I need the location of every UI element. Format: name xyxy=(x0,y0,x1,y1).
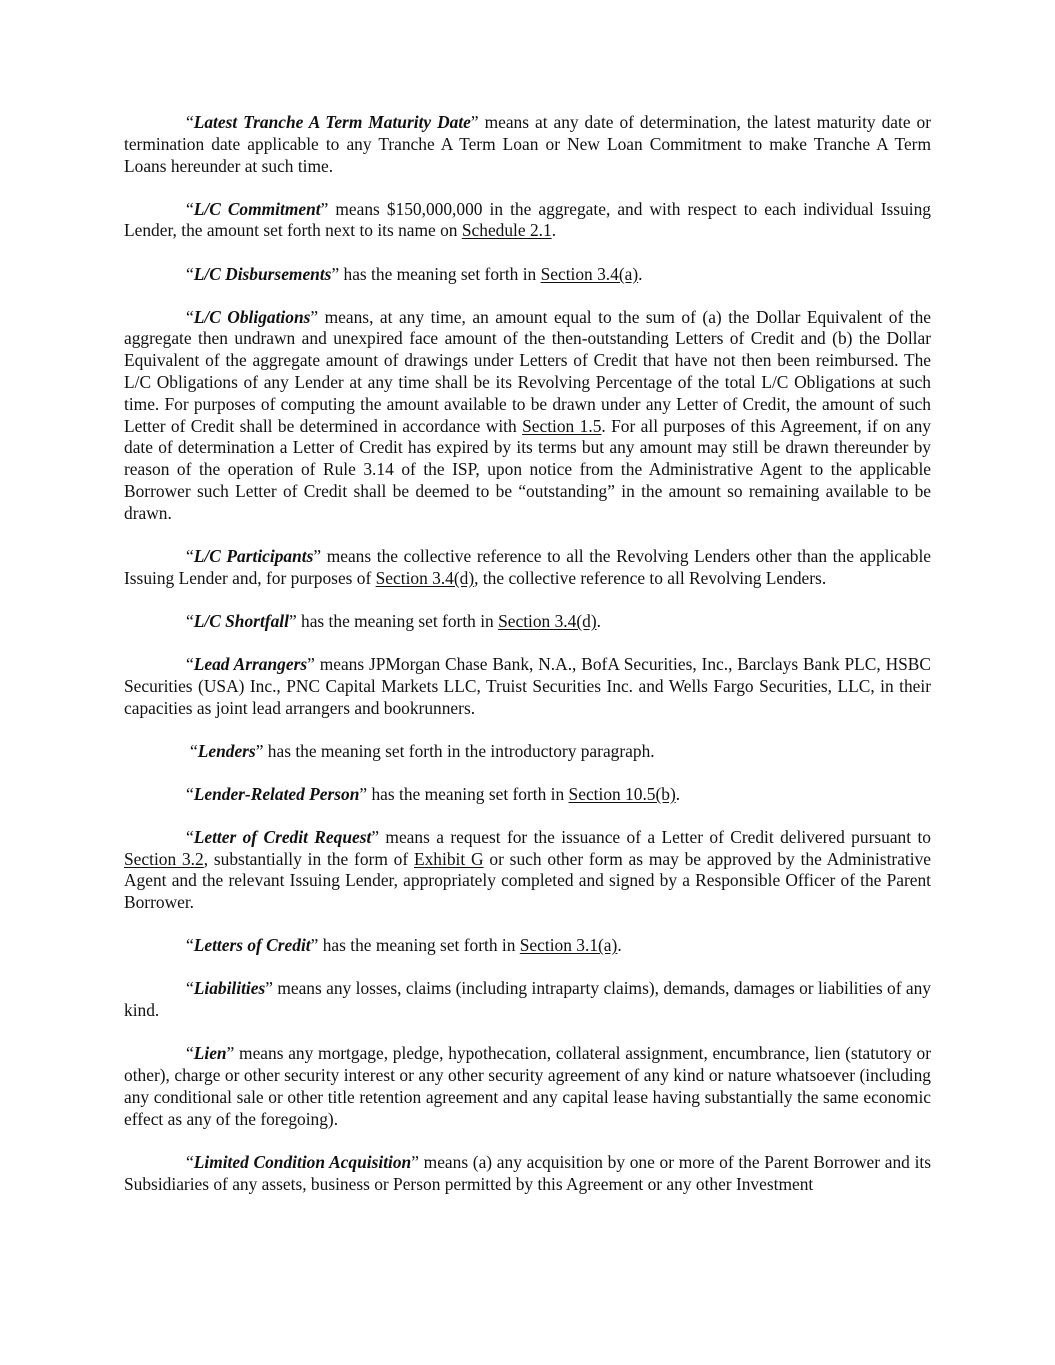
definition-paragraph: “Limited Condition Acquisition” means (a) any acquisition by one or more of the Parent Borrower and its Subsidiaries of any assets, business or Person permitted by this Agreement or any other Investment xyxy=(124,1151,931,1194)
cross-reference-link[interactable]: Schedule 2.1 xyxy=(461,220,552,241)
defined-term: Limited Condition Acquisition xyxy=(193,1151,412,1172)
definition-text: means JPMorgan Chase Bank, N.A., BofA Securities, Inc., Barclays Bank PLC, HSBC Securities (USA) Inc., PNC Capital Markets LLC, Truist Securities Inc. and Wells Fargo Securities, LLC, in their capacities as joint lead arrangers and bookrunners. xyxy=(124,653,932,718)
cross-reference-link[interactable]: Section 3.4(d) xyxy=(498,610,597,631)
definition-text: has the meaning set forth in xyxy=(339,263,541,284)
definition-paragraph: “Lenders” has the meaning set forth in the introductory paragraph. xyxy=(190,740,655,761)
definition-text: has the meaning set forth in xyxy=(367,783,569,804)
definition-text: . xyxy=(596,610,601,631)
definition-paragraph: “Lender-Related Person” has the meaning set forth in Section 10.5(b). xyxy=(186,783,681,804)
definition-paragraph: “L/C Participants” means the collective reference to all the Revolving Lenders other than the applicable Issuing Lender and, for purposes of Section 3.4(d), the collective reference to all Revolving Lenders. xyxy=(124,545,931,588)
defined-term: Lenders xyxy=(197,740,256,761)
defined-term: Latest Tranche A Term Maturity Date xyxy=(193,112,471,132)
definition-text: has the meaning set forth in the introductory paragraph. xyxy=(263,740,655,761)
definition-paragraph: “Lead Arrangers” means JPMorgan Chase Bank, N.A., BofA Securities, Inc., Barclays Bank PLC, HSBC Securities (USA) Inc., PNC Capital Markets LLC, Truist Securities Inc. and Wells Fargo Securities, LLC, in their capacities as joint lead arrangers and bookrunners. xyxy=(124,653,932,718)
defined-term: L/C Disbursements xyxy=(193,263,332,284)
definition-paragraph: “Latest Tranche A Term Maturity Date” means at any date of determination, the latest maturity date or termination date applicable to any Tranche A Term Loan or New Loan Commitment to make Tranche A Term Loans hereunder at such time. xyxy=(124,112,931,176)
definition-paragraph: “L/C Disbursements” has the meaning set forth in Section 3.4(a). xyxy=(186,263,643,284)
defined-term: Lead Arrangers xyxy=(193,653,308,674)
defined-term: L/C Obligations xyxy=(193,306,311,327)
defined-term: Letters of Credit xyxy=(193,935,311,956)
defined-term: L/C Participants xyxy=(193,545,314,566)
document-page xyxy=(124,112,931,1217)
defined-term: Liabilities xyxy=(193,978,266,999)
defined-term: Letter of Credit Request xyxy=(193,826,372,847)
definition-text: . xyxy=(638,263,643,284)
definition-text: has the meaning set forth in xyxy=(296,610,499,631)
definition-text: means at any date of determination, the latest maturity date or termination date applicable to any Tranche A Term Loan or New Loan Commitment to make Tranche A Term Loans hereunder at such time. xyxy=(124,112,931,176)
cross-reference-link[interactable]: Section 1.5 xyxy=(522,415,602,436)
defined-term: Lender-Related Person xyxy=(193,783,360,804)
definition-text: . For all purposes of this Agreement, if on any date of determination a Letter of Credit has expired by its terms but any amount may still be drawn thereunder by reason of the operation of Rule 3.14 of the ISP, upon notice from the Administrative Agent to the applicable Borrower such Letter of Credit shall be deemed to be “outstanding” in the amount so remaining available to be drawn. xyxy=(124,415,931,523)
definition-text: has the meaning set forth in xyxy=(318,935,520,956)
definition-text: , the collective reference to all Revolving Lenders. xyxy=(474,567,827,588)
definition-text: means a request for the issuance of a Letter of Credit delivered pursuant to xyxy=(379,826,931,847)
cross-reference-link[interactable]: Exhibit G xyxy=(413,848,484,869)
definition-text: or such other form as may be approved by the Administrative Agent and the relevant Issuing Lender, appropriately completed and signed by a Responsible Officer of the Parent Borrower. xyxy=(124,848,932,913)
definition-text: means any losses, claims (including intraparty claims), demands, damages or liabilities of any kind. xyxy=(124,978,931,1021)
definition-text: means, at any time, an amount equal to the sum of (a) the Dollar Equivalent of the aggregate then undrawn and unexpired face amount of the then-outstanding Letters of Credit and (b) the Dollar Equivalent of the aggregate amount of drawings under Letters of Credit that have not then been reimbursed. The L/C Obligations of any Lender at any time shall be its Revolving Percentage of the total L/C Obligations at such time. For purposes of computing the amount available to be drawn under any Letter of Credit, the amount of such Letter of Credit shall be determined in accordance with xyxy=(124,306,931,436)
defined-term: L/C Shortfall xyxy=(193,610,289,631)
definition-paragraph: “Letter of Credit Request” means a request for the issuance of a Letter of Credit delivered pursuant to Section 3.2, substantially in the form of Exhibit G or such other form as may be approved by the Administrative Agent and the relevant Issuing Lender, appropriately completed and signed by a Responsible Officer of the Parent Borrower. xyxy=(124,826,932,913)
definition-paragraph: “L/C Shortfall” has the meaning set forth in Section 3.4(d). xyxy=(186,610,601,631)
definition-text: . xyxy=(675,783,681,804)
definition-text: , substantially in the form of xyxy=(203,848,414,869)
cross-reference-link[interactable]: Section 3.2 xyxy=(124,848,204,869)
definition-text: means (a) any acquisition by one or more of the Parent Borrower and its Subsidiaries of any assets, business or Person permitted by this Agreement or any other Investment xyxy=(124,1151,931,1194)
cross-reference-link[interactable]: Section 3.4(a) xyxy=(540,263,639,284)
definition-paragraph: “L/C Commitment” means $150,000,000 in the aggregate, and with respect to each individual Issuing Lender, the amount set forth next to its name on Schedule 2.1. xyxy=(124,198,931,241)
definition-paragraph: “Lien” means any mortgage, pledge, hypothecation, collateral assignment, encumbrance, lien (statutory or other), charge or other security interest or any other security agreement of any kind or nature whatsoever (including any conditional sale or other title retention agreement and any capital lease having substantially the same economic effect as any of the foregoing). xyxy=(124,1043,931,1129)
cross-reference-link[interactable]: Section 3.4(d) xyxy=(375,567,475,588)
cross-reference-link[interactable]: Section 10.5(b) xyxy=(568,783,676,804)
definition-paragraph: “Liabilities” means any losses, claims (including intraparty claims), demands, damages or liabilities of any kind. xyxy=(124,978,931,1021)
defined-term: Lien xyxy=(193,1043,227,1064)
definition-paragraph: “Letters of Credit” has the meaning set forth in Section 3.1(a). xyxy=(186,935,622,956)
definition-text: means any mortgage, pledge, hypothecation, collateral assignment, encumbrance, lien (statutory or other), charge or other security interest or any other security agreement of any kind or nature whatsoever (including any conditional sale or other title retention agreement and any capital lease having substantially the same economic effect as any of the foregoing). xyxy=(124,1043,931,1129)
definition-text: . xyxy=(551,220,557,241)
definition-text: means the collective reference to all the Revolving Lenders other than the applicable Issuing Lender and, for purposes of xyxy=(124,545,931,588)
cross-reference-link[interactable]: Section 3.1(a) xyxy=(519,935,618,956)
defined-term: L/C Commitment xyxy=(193,198,321,219)
definition-text: . xyxy=(617,935,622,956)
definition-paragraph: “L/C Obligations” means, at any time, an amount equal to the sum of (a) the Dollar Equivalent of the aggregate then undrawn and unexpired face amount of the then-outstanding Letters of Credit and (b) the Dollar Equivalent of the aggregate amount of drawings under Letters of Credit that have not then been reimbursed. The L/C Obligations of any Lender at any time shall be its Revolving Percentage of the total L/C Obligations at such time. For purposes of computing the amount available to be drawn under any Letter of Credit, the amount of such Letter of Credit shall be determined in accordance with Section 1.5. For all purposes of this Agreement, if on any date of determination a Letter of Credit has expired by its terms but any amount may still be drawn thereunder by reason of the operation of Rule 3.14 of the ISP, upon notice from the Administrative Agent to the applicable Borrower such Letter of Credit shall be deemed to be “outstanding” in the amount so remaining available to be drawn. xyxy=(124,306,931,523)
definition-text: means $150,000,000 in the aggregate, and with respect to each individual Issuing Lender, the amount set forth next to its name on xyxy=(124,198,931,241)
